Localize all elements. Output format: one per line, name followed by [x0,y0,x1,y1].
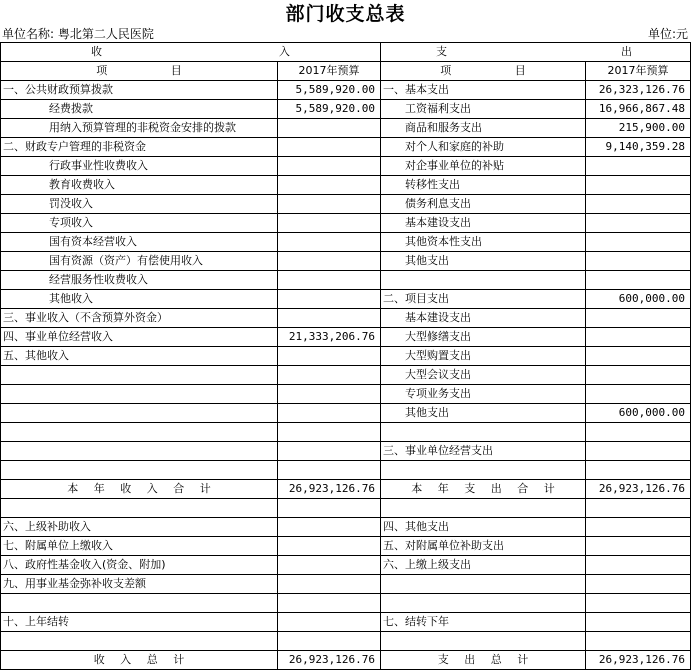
table-row [1,138,691,157]
expense-value [586,157,691,176]
header-row-2 [1,62,691,81]
income-item: 一、公共财政预算拨款 [1,81,278,100]
expense-item: 其他资本性支出 [381,233,586,252]
expense-header-label-2: 出 [621,45,632,58]
expense-value [586,556,691,575]
expense-item [381,575,586,594]
left-item-header: 项 目 [1,62,278,81]
income-value [278,385,381,404]
income-item: 十、上年结转 [1,613,278,632]
table-row [1,176,691,195]
left-budget-header: 2017年预算 [278,62,381,81]
expense-item: 对企事业单位的补贴 [381,157,586,176]
income-item [1,442,278,461]
expense-item: 六、上缴上级支出 [381,556,586,575]
income-item: 用纳入预算管理的非税资金安排的拨款 [1,119,278,138]
expense-item: 其他支出 [381,404,586,423]
income-value [278,157,381,176]
table-row [1,290,691,309]
expense-value [586,271,691,290]
table-row [1,480,691,499]
income-value: 26,923,126.76 [278,480,381,499]
page-title: 部门收支总表 [285,3,406,25]
expense-value: 600,000.00 [586,290,691,309]
income-value [278,556,381,575]
income-value [278,366,381,385]
expense-value [586,385,691,404]
expense-value: 26,923,126.76 [586,480,691,499]
expense-value [586,442,691,461]
expense-value [586,613,691,632]
income-value [278,290,381,309]
expense-value [586,309,691,328]
expense-value [586,233,691,252]
budget-table [0,42,691,670]
expense-item: 五、对附属单位补助支出 [381,537,586,556]
expense-item: 对个人和家庭的补助 [381,138,586,157]
table-row [1,328,691,347]
table-row [1,499,691,518]
expense-value [586,366,691,385]
income-item: 经营服务性收费收入 [1,271,278,290]
table-row [1,233,691,252]
expense-item: 大型修缮支出 [381,328,586,347]
expense-item: 四、其他支出 [381,518,586,537]
expense-item: 三、事业单位经营支出 [381,442,586,461]
income-header-label-2: 入 [279,45,290,58]
income-item [1,632,278,651]
expense-item [381,461,586,480]
income-item: 六、上级补助收入 [1,518,278,537]
expense-header-label: 支 [436,45,447,58]
expense-value: 26,923,126.76 [586,651,691,670]
income-item: 国有资本经营收入 [1,233,278,252]
table-row [1,556,691,575]
income-item: 经费拨款 [1,100,278,119]
expense-item: 支 出 总 计 [381,651,586,670]
expense-value: 26,323,126.76 [586,81,691,100]
income-item: 二、财政专户管理的非税资金 [1,138,278,157]
expense-item: 基本建设支出 [381,214,586,233]
table-row [1,594,691,613]
income-item: 七、附属单位上缴收入 [1,537,278,556]
income-value [278,214,381,233]
income-value [278,176,381,195]
expense-value [586,537,691,556]
expense-item [381,594,586,613]
table-row [1,119,691,138]
table-row [1,309,691,328]
income-value [278,594,381,613]
table-row [1,81,691,100]
income-value [278,537,381,556]
table-row [1,366,691,385]
right-item-header: 项 目 [381,62,586,81]
income-item: 九、用事业基金弥补收支差额 [1,575,278,594]
table-row [1,651,691,670]
expense-item: 基本建设支出 [381,309,586,328]
income-header [1,43,381,62]
income-item: 四、事业单位经营收入 [1,328,278,347]
income-item: 八、政府性基金收入(资金、附加) [1,556,278,575]
expense-item: 七、结转下年 [381,613,586,632]
table-row [1,442,691,461]
income-item: 行政事业性收费收入 [1,157,278,176]
expense-value [586,423,691,442]
table-row [1,347,691,366]
income-value [278,233,381,252]
income-item: 收 入 总 计 [1,651,278,670]
table-row [1,537,691,556]
income-value [278,138,381,157]
income-item [1,499,278,518]
income-item [1,461,278,480]
income-value [278,499,381,518]
expense-item: 商品和服务支出 [381,119,586,138]
income-item [1,366,278,385]
income-item: 教育收费收入 [1,176,278,195]
table-row [1,252,691,271]
income-value [278,461,381,480]
table-row [1,157,691,176]
expense-value [586,632,691,651]
income-value [278,252,381,271]
table-row [1,613,691,632]
table-row [1,461,691,480]
income-item: 国有资源（资产）有偿使用收入 [1,252,278,271]
income-item: 本 年 收 入 合 计 [1,480,278,499]
income-value [278,119,381,138]
table-row [1,404,691,423]
expense-value [586,461,691,480]
expense-value [586,252,691,271]
expense-value [586,499,691,518]
income-item [1,594,278,613]
expense-value: 9,140,359.28 [586,138,691,157]
income-item: 三、事业收入（不含预算外资金） [1,309,278,328]
expense-item: 债务利息支出 [381,195,586,214]
expense-value [586,518,691,537]
expense-item: 工资福利支出 [381,100,586,119]
table-row [1,632,691,651]
income-value [278,309,381,328]
expense-item: 一、基本支出 [381,81,586,100]
expense-item [381,423,586,442]
table-row [1,214,691,233]
expense-item [381,632,586,651]
income-item [1,423,278,442]
expense-value [586,347,691,366]
table-row [1,195,691,214]
unit-label: 单位:元 [647,27,688,41]
expense-item: 大型购置支出 [381,347,586,366]
expense-item: 二、项目支出 [381,290,586,309]
expense-value [586,575,691,594]
expense-value [586,176,691,195]
income-value [278,518,381,537]
income-value [278,442,381,461]
table-row [1,518,691,537]
income-item: 五、其他收入 [1,347,278,366]
expense-value: 16,966,867.48 [586,100,691,119]
income-value [278,632,381,651]
income-value: 26,923,126.76 [278,651,381,670]
income-value [278,195,381,214]
income-value: 5,589,920.00 [278,81,381,100]
expense-item [381,271,586,290]
table-row [1,271,691,290]
income-value [278,404,381,423]
income-value [278,613,381,632]
expense-item: 转移性支出 [381,176,586,195]
expense-item: 专项业务支出 [381,385,586,404]
expense-value [586,594,691,613]
expense-value [586,195,691,214]
table-row [1,385,691,404]
income-value: 5,589,920.00 [278,100,381,119]
right-budget-header: 2017年预算 [586,62,691,81]
expense-value: 600,000.00 [586,404,691,423]
income-header-label: 收 [91,45,102,58]
table-row [1,423,691,442]
income-item: 其他收入 [1,290,278,309]
expense-value [586,328,691,347]
expense-item: 其他支出 [381,252,586,271]
income-item: 专项收入 [1,214,278,233]
unit-name: 单位名称: 粤北第二人民医院 [2,27,154,41]
table-row [1,100,691,119]
expense-item [381,499,586,518]
expense-value [586,214,691,233]
income-item [1,404,278,423]
expense-header [381,43,691,62]
header-row-1 [1,43,691,62]
income-item: 罚没收入 [1,195,278,214]
income-value [278,347,381,366]
table-row [1,575,691,594]
expense-value: 215,900.00 [586,119,691,138]
income-value [278,423,381,442]
income-item [1,385,278,404]
expense-item: 大型会议支出 [381,366,586,385]
income-value [278,271,381,290]
income-value [278,575,381,594]
income-value: 21,333,206.76 [278,328,381,347]
expense-item: 本 年 支 出 合 计 [381,480,586,499]
